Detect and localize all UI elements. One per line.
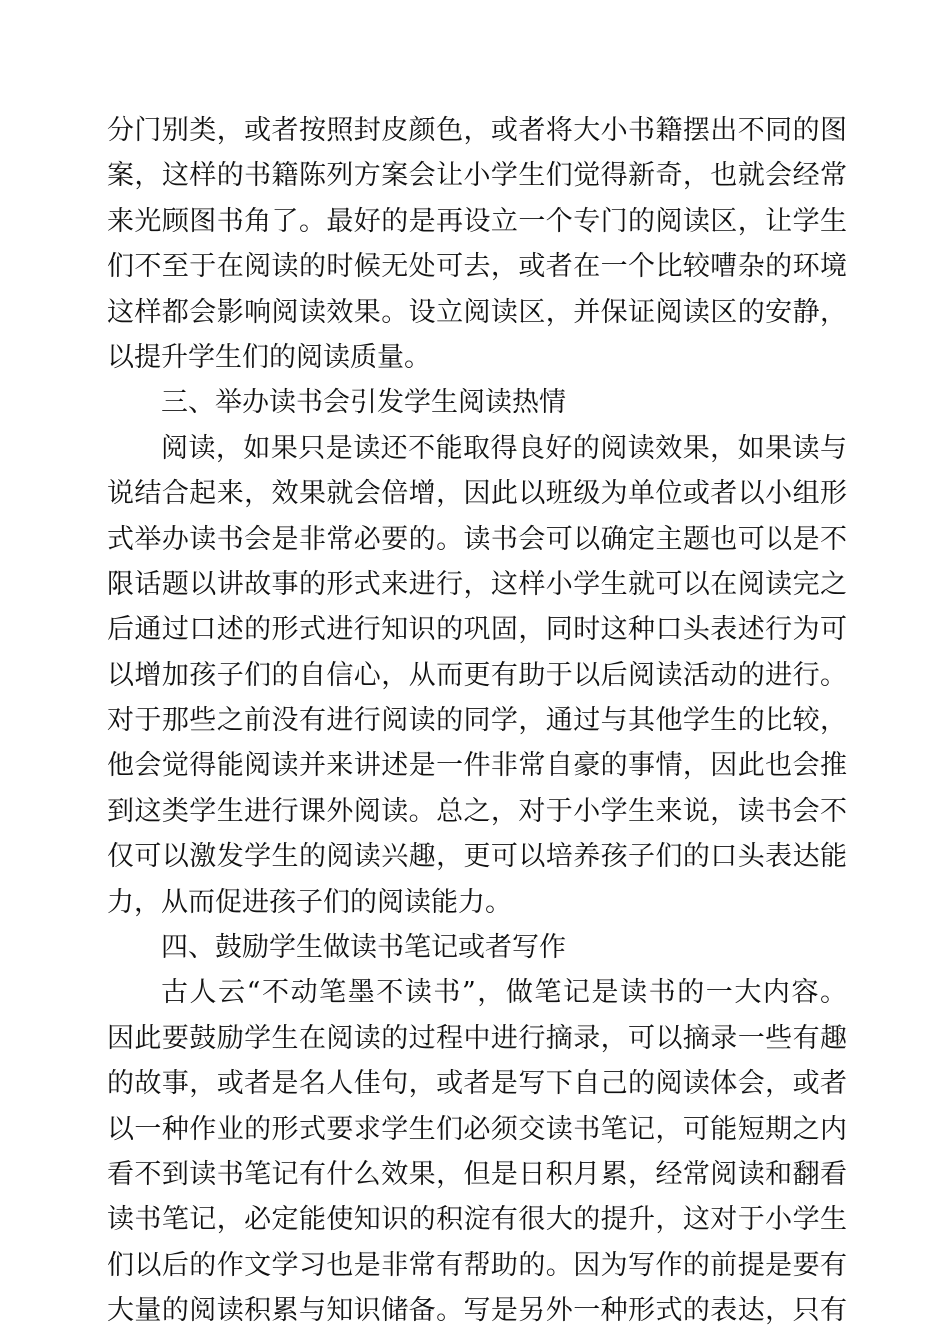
text-line: 说结合起来，效果就会倍增，因此以班级为单位或者以小组形 xyxy=(107,478,847,510)
text-line: 这样都会影响阅读效果。设立阅读区，并保证阅读区的安静， xyxy=(107,296,847,328)
text-line: 以提升学生们的阅读质量。 xyxy=(107,341,431,373)
text-line: 以一种作业的形式要求学生们必须交读书笔记，可能短期之内 xyxy=(107,1113,847,1145)
text-line: 到这类学生进行课外阅读。总之，对于小学生来说，读书会不 xyxy=(107,795,847,827)
text-line: 的故事，或者是名人佳句，或者是写下自己的阅读体会，或者 xyxy=(107,1068,847,1100)
text-line: 案，这样的书籍陈列方案会让小学生们觉得新奇，也就会经常 xyxy=(107,160,847,192)
text-line: 阅读，如果只是读还不能取得良好的阅读效果，如果读与 xyxy=(161,432,847,464)
text-line: 们以后的作文学习也是非常有帮助的。因为写作的前提是要有 xyxy=(107,1249,847,1281)
text-line: 限话题以讲故事的形式来进行，这样小学生就可以在阅读完之 xyxy=(107,568,847,600)
text-line: 们不至于在阅读的时候无处可去，或者在一个比较嘈杂的环境 xyxy=(107,251,847,283)
text-line: 对于那些之前没有进行阅读的同学，通过与其他学生的比较， xyxy=(107,705,847,737)
text-line: 仅可以激发学生的阅读兴趣，更可以培养孩子们的口头表达能 xyxy=(107,841,847,873)
text-line: 他会觉得能阅读并来讲述是一件非常自豪的事情，因此也会推 xyxy=(107,750,847,782)
text-line: 来光顾图书角了。最好的是再设立一个专门的阅读区，让学生 xyxy=(107,205,847,237)
section-heading: 四、鼓励学生做读书笔记或者写作 xyxy=(161,932,566,964)
text-line: 大量的阅读积累与知识储备。写是另外一种形式的表达，只有 xyxy=(107,1295,847,1327)
text-line: 分门别类，或者按照封皮颜色，或者将大小书籍摆出不同的图 xyxy=(107,115,847,146)
text-line: 式举办读书会是非常必要的。读书会可以确定主题也可以是不 xyxy=(107,523,847,555)
text-line: 力，从而促进孩子们的阅读能力。 xyxy=(107,886,512,918)
section-heading: 三、举办读书会引发学生阅读热情 xyxy=(161,387,566,419)
text-line: 看不到读书笔记有什么效果，但是日积月累，经常阅读和翻看 xyxy=(107,1158,847,1190)
text-line: 读书笔记，必定能使知识的积淀有很大的提升，这对于小学生 xyxy=(107,1204,847,1236)
text-line: 因此要鼓励学生在阅读的过程中进行摘录，可以摘录一些有趣 xyxy=(107,1022,847,1054)
text-line: 以增加孩子们的自信心，从而更有助于以后阅读活动的进行。 xyxy=(107,659,847,691)
text-line: 古人云“不动笔墨不读书”，做笔记是读书的一大内容。 xyxy=(161,977,847,1009)
document-page xyxy=(107,108,847,1334)
text-line: 后通过口述的形式进行知识的巩固，同时这种口头表述行为可 xyxy=(107,614,847,646)
